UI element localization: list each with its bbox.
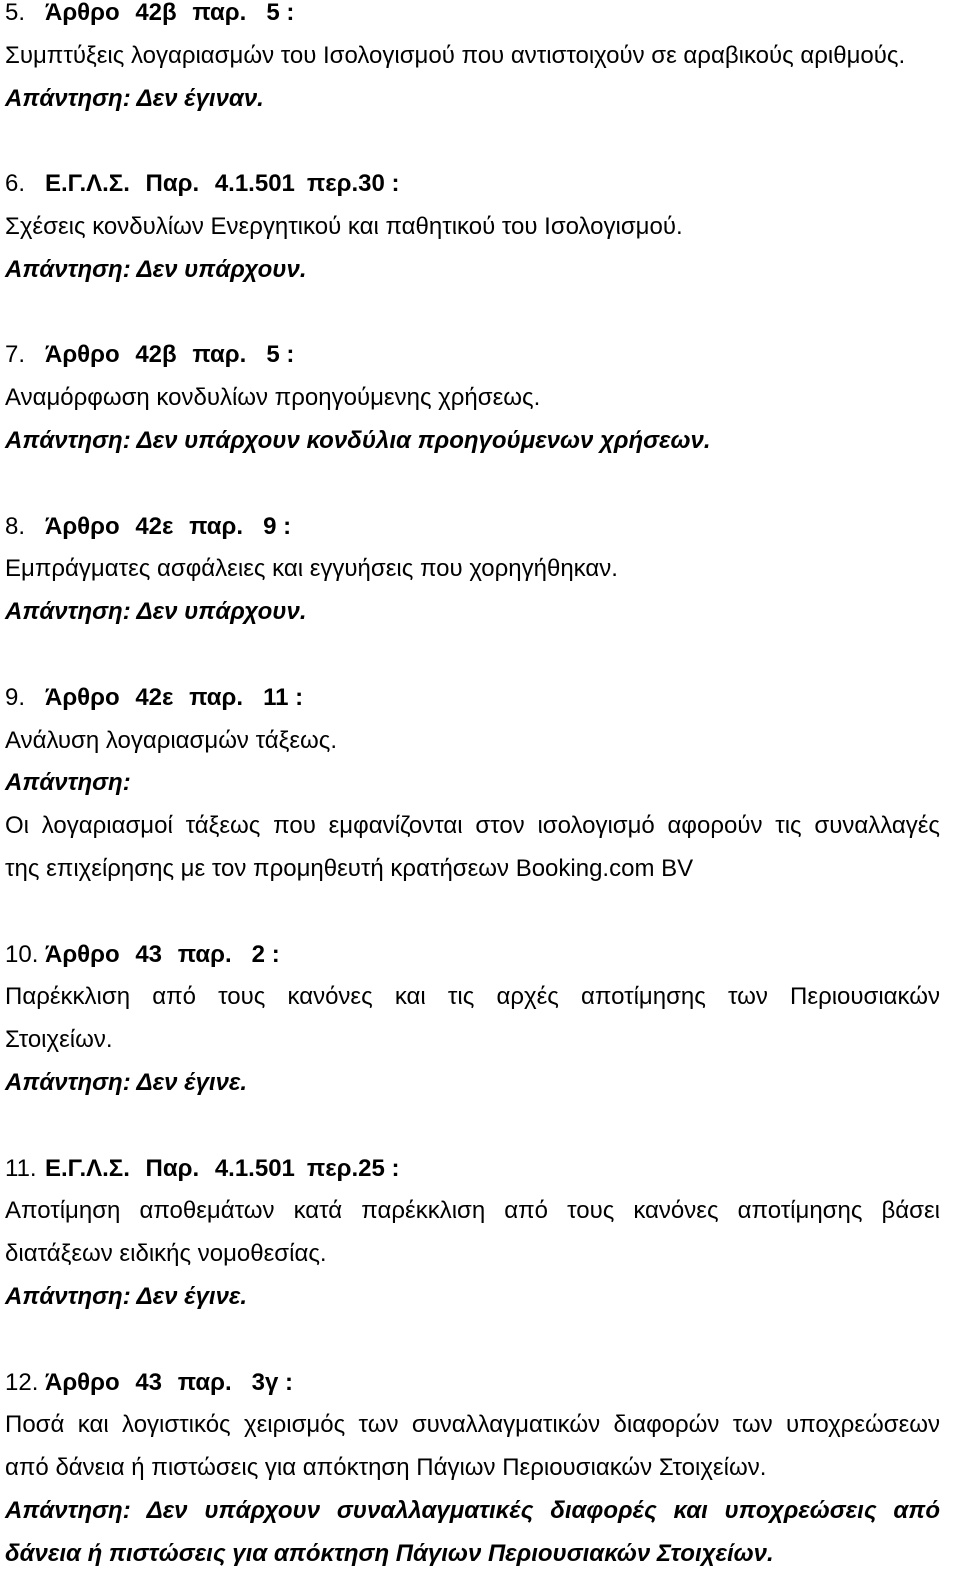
paragraph-reference: περ.25 : xyxy=(306,1154,400,1182)
item-number: 12. xyxy=(5,1368,39,1396)
spacer xyxy=(5,1319,940,1362)
article-reference: Άρθρο 43 παρ. xyxy=(45,1368,232,1396)
note-item-11 xyxy=(5,1148,940,1319)
paragraph-reference: 5 : xyxy=(266,341,295,369)
note-item-7 xyxy=(5,334,940,462)
article-reference: Άρθρο 42β παρ. xyxy=(45,0,247,26)
item-description: Αναμόρφωση κονδυλίων προηγούμενης χρήσεως. xyxy=(5,384,541,412)
article-reference: Άρθρο 42ε παρ. xyxy=(45,683,244,711)
item-description: Συμπτύξεις λογαριασμών του Ισολογισμού που αντιστοιχούν σε αραβικούς αριθμούς. xyxy=(5,41,906,69)
item-answer-detail: Οι λογαριασμοί τάξεως που εμφανίζονται στον ισολογισμό αφορούν τις συναλλαγές xyxy=(5,812,940,840)
article-reference: Άρθρο 42β παρ. xyxy=(45,341,247,369)
item-number: 10. xyxy=(5,940,39,968)
spacer xyxy=(5,634,940,677)
note-item-9 xyxy=(5,677,940,891)
spacer xyxy=(5,292,940,335)
item-answer: Απάντηση: Δεν υπάρχουν. xyxy=(5,598,307,626)
note-item-6 xyxy=(5,163,940,291)
article-reference: Ε.Γ.Λ.Σ. Παρ. 4.1.501 xyxy=(45,1154,295,1182)
note-item-5 xyxy=(5,0,940,120)
item-heading xyxy=(5,0,940,35)
item-number: 11. xyxy=(5,1154,37,1182)
item-answer: Απάντηση: Δεν υπάρχουν. xyxy=(5,255,307,283)
item-number: 6. xyxy=(5,170,26,198)
paragraph-reference: 3γ : xyxy=(251,1368,294,1396)
item-description: Σχέσεις κονδυλίων Ενεργητικού και παθητικού του Ισολογισμού. xyxy=(5,212,683,240)
document-page xyxy=(5,0,940,1575)
item-answer-detail: της επιχείρησης με τον προμηθευτή κρατήσεων Booking.com BV xyxy=(5,854,694,882)
item-heading xyxy=(5,1362,940,1405)
item-answer: Απάντηση: xyxy=(5,769,131,797)
note-item-8 xyxy=(5,506,940,634)
item-description: Παρέκκλιση από τους κανόνες και τις αρχές αποτίμησης των Περιουσιακών xyxy=(5,983,940,1011)
article-reference: Άρθρο 42ε παρ. xyxy=(45,512,244,540)
item-answer: Απάντηση: Δεν έγινε. xyxy=(5,1068,248,1096)
item-description: από δάνεια ή πιστώσεις για απόκτηση Πάγιων Περιουσιακών Στοιχείων. xyxy=(5,1454,767,1482)
item-heading xyxy=(5,677,940,720)
item-number: 8. xyxy=(5,512,26,540)
note-item-10 xyxy=(5,934,940,1105)
item-answer: Απάντηση: Δεν έγινε. xyxy=(5,1282,248,1310)
paragraph-reference: 5 : xyxy=(266,0,295,26)
item-number: 9. xyxy=(5,683,26,711)
item-number: 5. xyxy=(5,0,26,26)
item-description: Αποτίμηση αποθεμάτων κατά παρέκκλιση από τους κανόνες αποτίμησης βάσει xyxy=(5,1197,940,1225)
item-description: Στοιχείων. xyxy=(5,1026,113,1054)
article-reference: Ε.Γ.Λ.Σ. Παρ. 4.1.501 xyxy=(45,170,295,198)
paragraph-reference: 2 : xyxy=(251,940,280,968)
note-item-12 xyxy=(5,1362,940,1576)
item-heading xyxy=(5,506,940,549)
paragraph-reference: 9 : xyxy=(263,512,292,540)
spacer xyxy=(5,463,940,506)
item-description: Ανάλυση λογαριασμών τάξεως. xyxy=(5,726,338,754)
spacer xyxy=(5,891,940,934)
item-description: διατάξεων ειδικής νομοθεσίας. xyxy=(5,1240,327,1268)
item-answer: Απάντηση: Δεν έγιναν. xyxy=(5,84,264,112)
spacer xyxy=(5,120,940,163)
paragraph-reference: 11 : xyxy=(263,683,304,711)
spacer xyxy=(5,1105,940,1148)
paragraph-reference: περ.30 : xyxy=(306,170,400,198)
item-heading xyxy=(5,334,940,377)
item-heading xyxy=(5,1148,940,1191)
item-description: Ποσά και λογιστικός χειρισμός των συναλλαγματικών διαφορών των υποχρεώσεων xyxy=(5,1411,940,1439)
item-heading xyxy=(5,163,940,206)
item-heading xyxy=(5,934,940,977)
item-answer: Απάντηση: Δεν υπάρχουν κονδύλια προηγούμενων χρήσεων. xyxy=(5,426,711,454)
item-description: Εμπράγματες ασφάλειες και εγγυήσεις που χορηγήθηκαν. xyxy=(5,555,618,583)
item-answer: Απάντηση: Δεν υπάρχουν συναλλαγματικές διαφορές και υποχρεώσεις από xyxy=(5,1496,940,1524)
article-reference: Άρθρο 43 παρ. xyxy=(45,940,232,968)
item-number: 7. xyxy=(5,341,26,369)
item-answer: δάνεια ή πιστώσεις για απόκτηση Πάγιων Περιουσιακών Στοιχείων. xyxy=(5,1539,774,1567)
